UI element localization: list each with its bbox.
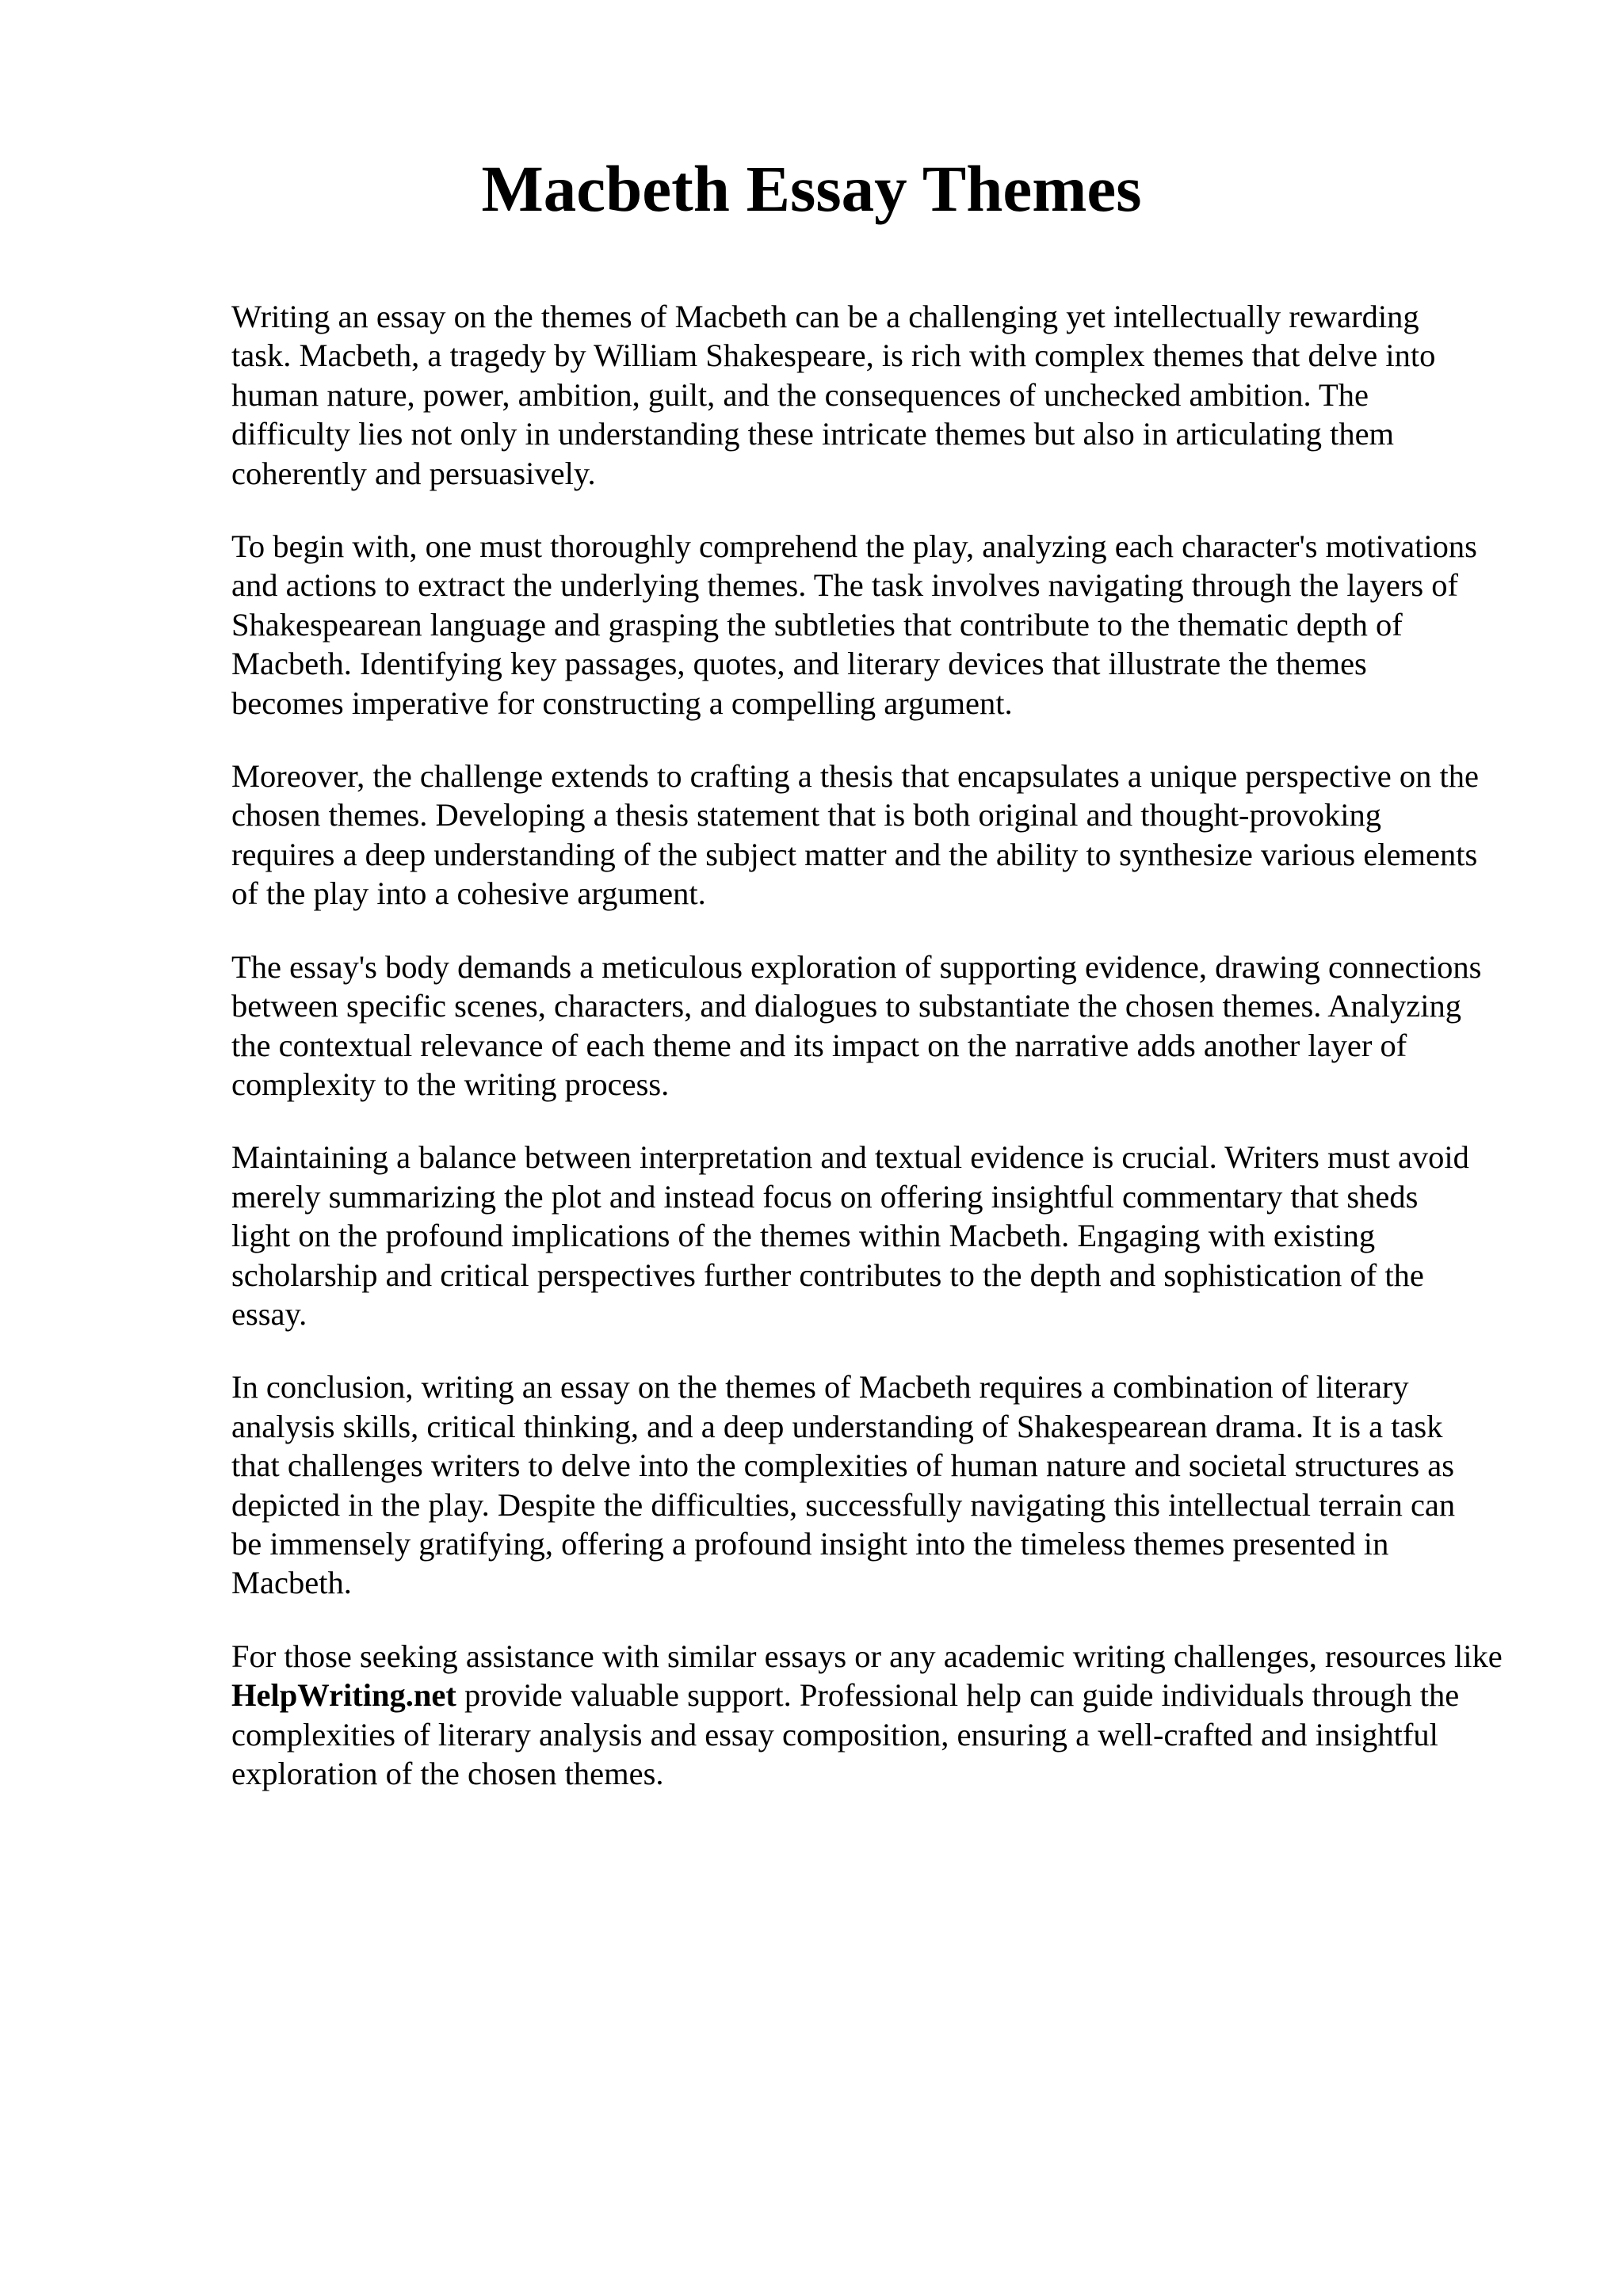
text-line: In conclusion, writing an essay on the themes of Macbeth requires a combination of literary xyxy=(231,1369,1409,1405)
text-line: Moreover, the challenge extends to crafting a thesis that encapsulates a unique perspective on the xyxy=(231,758,1479,795)
document-title: Macbeth Essay Themes xyxy=(481,152,1142,225)
text-line: of the play into a cohesive argument. xyxy=(231,875,706,912)
closing-paragraph xyxy=(231,1637,1531,1794)
text-line: becomes imperative for constructing a compelling argument. xyxy=(231,685,1013,721)
text-line: Macbeth. xyxy=(231,1565,352,1601)
text-line xyxy=(231,1676,1531,1714)
paragraph-5 xyxy=(231,1138,1531,1333)
text-line: and actions to extract the underlying themes. The task involves navigating through the layers of xyxy=(231,567,1458,604)
paragraph-2 xyxy=(231,527,1531,723)
text-line: complexities of literary analysis and essay composition, ensuring a well-crafted and insightful xyxy=(231,1716,1438,1753)
text-line: that challenges writers to delve into the complexities of human nature and societal structures as xyxy=(231,1447,1455,1484)
text-line: difficulty lies not only in understanding these intricate themes but also in articulating them xyxy=(231,416,1395,452)
text-line: The essay's body demands a meticulous exploration of supporting evidence, drawing connections xyxy=(231,948,1482,985)
text-line: essay. xyxy=(231,1295,307,1332)
text-line: Writing an essay on the themes of Macbeth can be a challenging yet intellectually rewarding xyxy=(231,299,1419,334)
text-line: requires a deep understanding of the subject matter and the ability to synthesize various elements xyxy=(231,836,1478,872)
helpwriting-brand-name: HelpWriting.net xyxy=(231,1677,456,1714)
text-line: between specific scenes, characters, and dialogues to substantiate the chosen themes. Analyzing xyxy=(231,988,1461,1024)
text-line: human nature, power, ambition, guilt, and the consequences of unchecked ambition. The xyxy=(231,376,1369,413)
paragraph-3 xyxy=(231,757,1531,913)
text-line: To begin with, one must thoroughly comprehend the play, analyzing each character's motivations xyxy=(231,528,1477,565)
text-line: For those seeking assistance with similar essays or any academic writing challenges, resources like xyxy=(231,1638,1503,1674)
paragraph-1 xyxy=(231,297,1531,493)
text-line: coherently and persuasively. xyxy=(231,455,596,491)
text-line: Shakespearean language and grasping the subtleties that contribute to the thematic depth of xyxy=(231,606,1403,643)
document-body xyxy=(231,297,1531,1827)
text-line: analysis skills, critical thinking, and a deep understanding of Shakespearean drama. It is a task xyxy=(231,1408,1443,1444)
text-line: task. Macbeth, a tragedy by William Shakespeare, is rich with complex themes that delve into xyxy=(231,338,1436,374)
text-line: exploration of the chosen themes. xyxy=(231,1756,664,1791)
text-line: light on the profound implications of the themes within Macbeth. Engaging with existing xyxy=(231,1218,1376,1254)
text-line: Macbeth. Identifying key passages, quotes, and literary devices that illustrate the themes xyxy=(231,646,1367,682)
text-line: depicted in the play. Despite the difficulties, successfully navigating this intellectual terrain can xyxy=(231,1486,1456,1523)
paragraph-6 xyxy=(231,1367,1531,1602)
text-line: scholarship and critical perspectives further contributes to the depth and sophistication of the xyxy=(231,1257,1424,1293)
text-line: chosen themes. Developing a thesis statement that is both original and thought-provoking xyxy=(231,797,1381,833)
text-line: the contextual relevance of each theme and its impact on the narrative adds another layer of xyxy=(231,1027,1407,1063)
text-line: Maintaining a balance between interpretation and textual evidence is crucial. Writers must avoid xyxy=(231,1139,1469,1176)
closing-line-rest: provide valuable support. Professional help can guide individuals through the xyxy=(456,1677,1460,1714)
text-line: complexity to the writing process. xyxy=(231,1066,670,1102)
paragraph-4 xyxy=(231,948,1531,1104)
text-line: merely summarizing the plot and instead focus on offering insightful commentary that sheds xyxy=(231,1178,1419,1215)
text-line: be immensely gratifying, offering a profound insight into the timeless themes presented in xyxy=(231,1525,1389,1562)
